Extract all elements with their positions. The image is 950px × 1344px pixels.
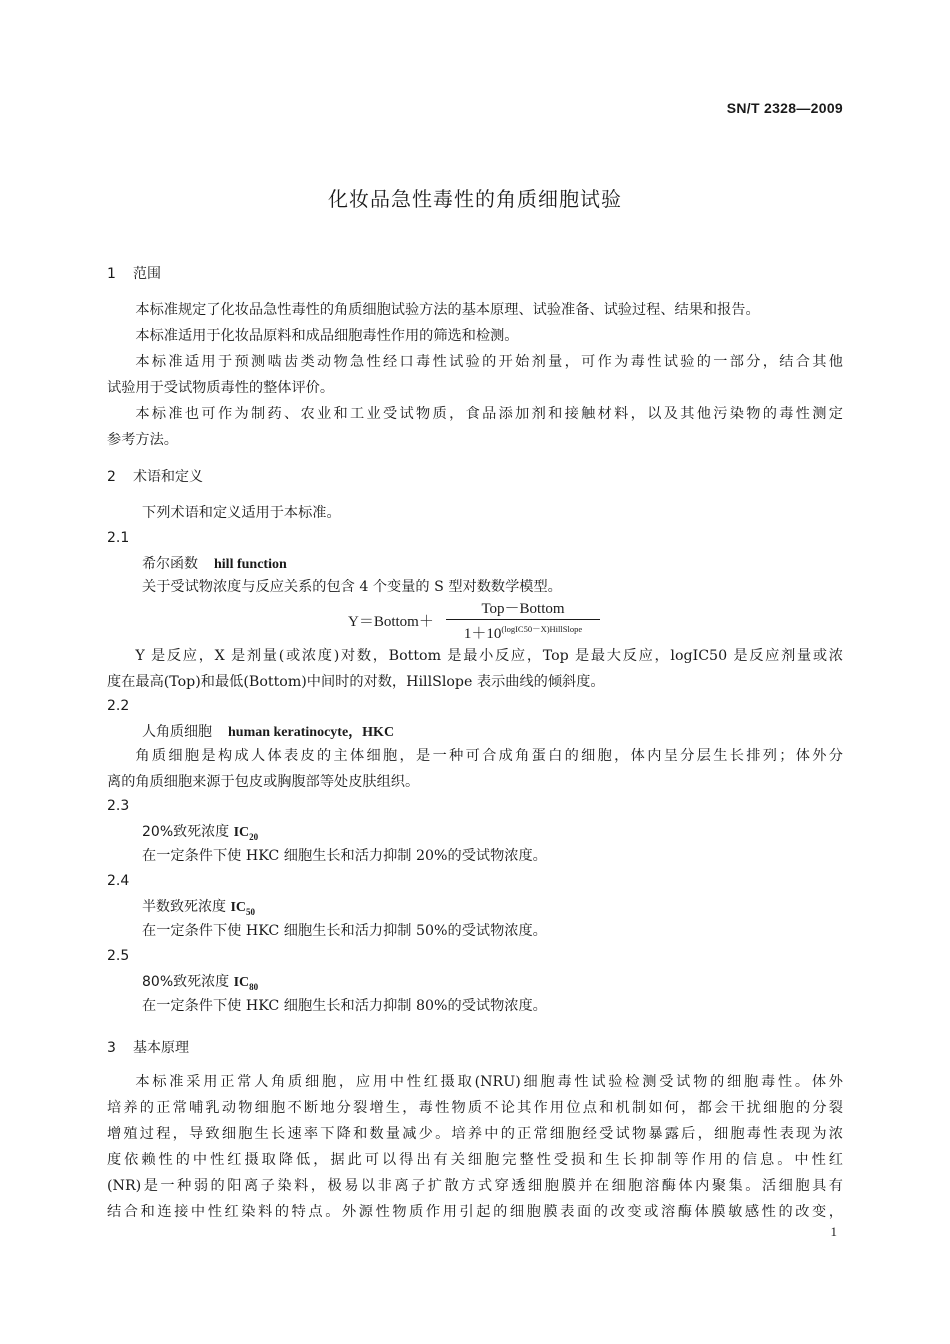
formula-exponent: (logIC50－X)HillSlope bbox=[501, 624, 583, 634]
section-3-heading bbox=[107, 1037, 189, 1057]
clause-2-4-definition: 在一定条件下使 HKC 细胞生长和活力抑制 50%的受试物浓度。 bbox=[142, 923, 547, 939]
standard-number: SN/T 2328—2009 bbox=[726, 100, 843, 116]
clause-2-3-definition: 在一定条件下使 HKC 细胞生长和活力抑制 20%的受试物浓度。 bbox=[142, 848, 547, 864]
s3-line-1: 本标准采用正常人角质细胞，应用中性红摄取(NRU)细胞毒性试验检测受试物的细胞毒性。体外 bbox=[135, 1074, 843, 1090]
clause-2-1-number: 2.1 bbox=[107, 530, 130, 546]
section-title: 范围 bbox=[133, 266, 161, 282]
section-2-heading bbox=[107, 466, 203, 486]
clause-2-5-term: 80%致死浓度 $IC_{80}$ bbox=[142, 974, 259, 992]
s1-paragraph-4-line-2: 参考方法。 bbox=[107, 432, 178, 448]
clause-2-4-term: 半数致死浓度 $IC_{50}$ bbox=[142, 899, 256, 917]
clause-2-2-definition-line-1: 角质细胞是构成人体表皮的主体细胞，是一种可合成角蛋白的细胞，体内呈分层生长排列；体外分 bbox=[135, 748, 843, 764]
clause-2-1-term bbox=[142, 553, 287, 573]
section-title: 术语和定义 bbox=[133, 469, 203, 485]
section-number: 3 bbox=[107, 1040, 116, 1056]
s1-paragraph-1: 本标准规定了化妆品急性毒性的角质细胞试验方法的基本原理、试验准备、试验过程、结果和报告。 bbox=[135, 302, 760, 318]
term-cn: 希尔函数 bbox=[142, 556, 198, 572]
fraction-bar bbox=[446, 619, 600, 620]
clause-2-2-number: 2.2 bbox=[107, 698, 130, 714]
term-en: human keratinocyte，HKC bbox=[228, 725, 395, 740]
s3-line-5: (NR)是一种弱的阳离子染料，极易以非离子扩散方式穿透细胞膜并在细胞溶酶体内聚集。活细胞具有 bbox=[107, 1178, 843, 1194]
s1-paragraph-2: 本标准适用于化妆品原料和成品细胞毒性作用的筛选和检测。 bbox=[135, 328, 519, 344]
clause-2-1-explanation-line-2: 度在最高(Top)和最低(Bottom)中间时的对数，HillSlope 表示曲线的倾斜度。 bbox=[107, 674, 605, 690]
clause-2-2-term bbox=[142, 721, 394, 741]
section-number: 2 bbox=[107, 469, 116, 485]
s1-paragraph-3-line-1: 本标准适用于预测啮齿类动物急性经口毒性试验的开始剂量，可作为毒性试验的一部分，结合其他 bbox=[135, 354, 843, 370]
term-cn: 人角质细胞 bbox=[142, 724, 212, 740]
clause-2-5-definition: 在一定条件下使 HKC 细胞生长和活力抑制 80%的受试物浓度。 bbox=[142, 998, 547, 1014]
s3-line-2: 培养的正常哺乳动物细胞不断地分裂增生，毒性物质不论其作用位点和机制如何，都会干扰细胞的分裂 bbox=[107, 1100, 843, 1116]
section-number: 1 bbox=[107, 266, 116, 282]
s3-line-6: 结合和连接中性红染料的特点。外源性物质作用引起的细胞膜表面的改变或溶酶体膜敏感性的改变， bbox=[107, 1204, 843, 1220]
section-1-heading bbox=[107, 263, 161, 283]
formula-fraction bbox=[446, 597, 600, 643]
clause-2-3-number: 2.3 bbox=[107, 798, 130, 814]
clause-2-1-definition: 关于受试物浓度与反应关系的包含 4 个变量的 S 型对数数学模型。 bbox=[142, 579, 562, 595]
section-title: 基本原理 bbox=[133, 1040, 189, 1056]
s3-line-3: 增殖过程，导致细胞生长速率下降和数量减少。培养中的正常细胞经受试物暴露后，细胞毒性表现为浓 bbox=[107, 1126, 843, 1142]
formula-denominator: $1+10^{(logIC50-X)HillSlope}$ bbox=[463, 624, 583, 642]
s1-paragraph-3-line-2: 试验用于受试物质毒性的整体评价。 bbox=[107, 380, 335, 396]
s3-line-4: 度依赖性的中性红摄取降低，据此可以得出有关细胞完整性受损和生长抑制等作用的信息。中性红 bbox=[107, 1152, 843, 1168]
clause-2-3-term: 20%致死浓度 $IC_{20}$ bbox=[142, 824, 259, 842]
page-number: 1 bbox=[830, 1224, 837, 1239]
clause-2-5-number: 2.5 bbox=[107, 948, 130, 964]
s1-paragraph-4-line-1: 本标准也可作为制药、农业和工业受试物质，食品添加剂和接触材料，以及其他污染物的毒性测定 bbox=[135, 406, 843, 422]
clause-2-1-explanation-line-1: Y 是反应，X 是剂量(或浓度)对数，Bottom 是最小反应，Top 是最大反应，logIC50 是反应剂量或浓 bbox=[135, 648, 843, 664]
formula-lhs: Y＝Bottom＋ bbox=[348, 614, 434, 630]
formula-numerator: Top－Bottom bbox=[481, 601, 565, 617]
clause-2-4-number: 2.4 bbox=[107, 873, 130, 889]
document-title: 化妆品急性毒性的角质细胞试验 bbox=[328, 187, 622, 211]
clause-2-2-definition-line-2: 离的角质细胞来源于包皮或胸腹部等处皮肤组织。 bbox=[107, 774, 420, 790]
term-en: hill function bbox=[214, 557, 287, 572]
s2-intro: 下列术语和定义适用于本标准。 bbox=[142, 505, 341, 521]
